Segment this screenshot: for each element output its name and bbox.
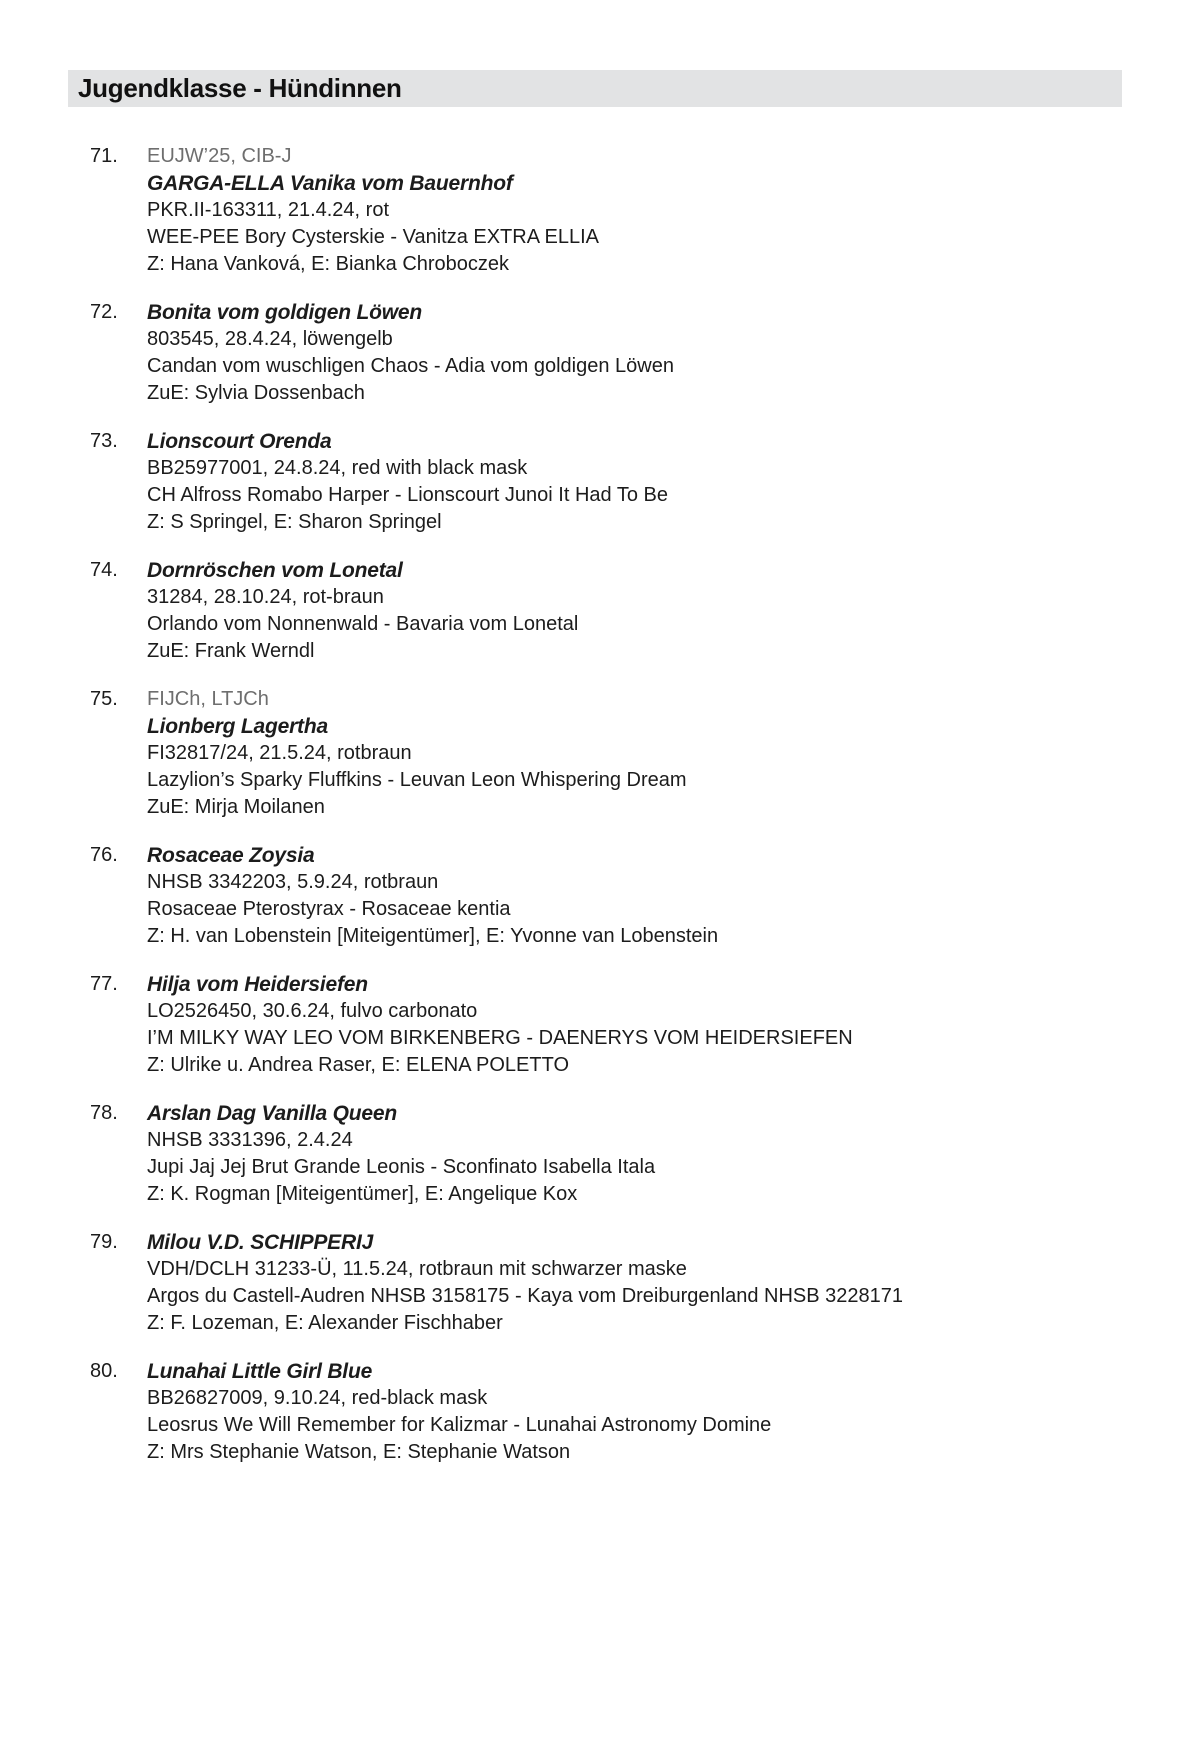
section-header: Jugendklasse - Hündinnen <box>68 70 1122 107</box>
entry-registration-line: LO2526450, 30.6.24, fulvo carbonato <box>147 1000 478 1022</box>
entry-content <box>147 1100 1150 1208</box>
entry-breeder-owner-line: Z: Ulrike u. Andrea Raser, E: ELENA POLETTO <box>147 1054 570 1076</box>
entry-content <box>147 686 1150 821</box>
entry-breeder-owner-line: ZuE: Sylvia Dossenbach <box>147 382 365 404</box>
entry-registration-line: VDH/DCLH 31233-Ü, 11.5.24, rotbraun mit schwarzer maske <box>147 1258 687 1280</box>
catalog-entry <box>90 428 1150 536</box>
catalog-entry <box>90 1229 1150 1337</box>
entry-dog-name: Milou V.D. SCHIPPERIJ <box>147 1231 374 1254</box>
entry-dog-name: Bonita vom goldigen Löwen <box>147 301 422 324</box>
entry-parents-line: Jupi Jaj Jej Brut Grande Leonis - Sconfinato Isabella Itala <box>147 1156 656 1178</box>
entry-parents-line: Candan vom wuschligen Chaos - Adia vom goldigen Löwen <box>147 355 674 377</box>
entry-breeder-owner-line: ZuE: Frank Werndl <box>147 640 315 662</box>
entry-parents-line: Leosrus We Will Remember for Kalizmar - Lunahai Astronomy Domine <box>147 1414 772 1436</box>
catalog-entry <box>90 686 1150 821</box>
entry-parents-line: Argos du Castell-Audren NHSB 3158175 - Kaya vom Dreiburgenland NHSB 3228171 <box>147 1285 903 1307</box>
entry-registration-line: 803545, 28.4.24, löwengelb <box>147 328 393 350</box>
entry-content <box>147 428 1150 536</box>
entry-number: 80. <box>90 1360 118 1382</box>
entry-number: 74. <box>90 559 118 581</box>
catalog-entry <box>90 842 1150 950</box>
entry-dog-name: Lionberg Lagertha <box>147 715 328 738</box>
entry-dog-name: Dornröschen vom Lonetal <box>147 559 403 582</box>
entry-parents-line: Rosaceae Pterostyrax - Rosaceae kentia <box>147 898 511 920</box>
entry-dog-name: GARGA-ELLA Vanika vom Bauernhof <box>147 172 513 195</box>
entry-registration-line: NHSB 3331396, 2.4.24 <box>147 1129 353 1151</box>
entry-number: 79. <box>90 1231 118 1253</box>
entry-registration-line: PKR.II-163311, 21.4.24, rot <box>147 199 390 221</box>
entry-breeder-owner-line: Z: F. Lozeman, E: Alexander Fischhaber <box>147 1312 503 1334</box>
entry-parents-line: CH Alfross Romabo Harper - Lionscourt Junoi It Had To Be <box>147 484 668 506</box>
entry-dog-name: Rosaceae Zoysia <box>147 844 315 867</box>
entry-breeder-owner-line: Z: Hana Vanková, E: Bianka Chroboczek <box>147 253 510 275</box>
entry-parents-line: Lazylion’s Sparky Fluffkins - Leuvan Leon Whispering Dream <box>147 769 687 791</box>
entry-number: 72. <box>90 301 118 323</box>
entry-content <box>147 299 1150 407</box>
entry-parents-line: I’M MILKY WAY LEO VOM BIRKENBERG - DAENERYS VOM HEIDERSIEFEN <box>147 1027 853 1049</box>
entry-number: 76. <box>90 844 118 866</box>
catalog-entry <box>90 143 1150 278</box>
catalog-entry <box>90 299 1150 407</box>
entry-dog-name: Hilja vom Heidersiefen <box>147 973 368 996</box>
entry-champion-titles: EUJW’25, CIB-J <box>147 145 292 167</box>
entry-breeder-owner-line: Z: K. Rogman [Miteigentümer], E: Angelique Kox <box>147 1183 578 1205</box>
entry-content <box>147 143 1150 278</box>
entry-list <box>0 143 1190 1466</box>
catalog-entry <box>90 557 1150 665</box>
entry-dog-name: Lunahai Little Girl Blue <box>147 1360 373 1383</box>
entry-breeder-owner-line: Z: Mrs Stephanie Watson, E: Stephanie Watson <box>147 1441 571 1463</box>
catalog-page <box>0 70 1190 1466</box>
entry-number: 71. <box>90 145 118 167</box>
entry-registration-line: BB25977001, 24.8.24, red with black mask <box>147 457 528 479</box>
entry-content <box>147 1229 1150 1337</box>
entry-parents-line: WEE-PEE Bory Cysterskie - Vanitza EXTRA ELLIA <box>147 226 599 248</box>
entry-breeder-owner-line: Z: S Springel, E: Sharon Springel <box>147 511 442 533</box>
entry-registration-line: NHSB 3342203, 5.9.24, rotbraun <box>147 871 439 893</box>
entry-dog-name: Lionscourt Orenda <box>147 430 332 453</box>
catalog-entry <box>90 1100 1150 1208</box>
entry-content <box>147 1358 1150 1466</box>
entry-breeder-owner-line: ZuE: Mirja Moilanen <box>147 796 325 818</box>
entry-registration-line: 31284, 28.10.24, rot-braun <box>147 586 384 608</box>
entry-champion-titles: FIJCh, LTJCh <box>147 688 269 710</box>
catalog-entry <box>90 971 1150 1079</box>
entry-number: 78. <box>90 1102 118 1124</box>
entry-content <box>147 557 1150 665</box>
entry-number: 73. <box>90 430 118 452</box>
entry-breeder-owner-line: Z: H. van Lobenstein [Miteigentümer], E: Yvonne van Lobenstein <box>147 925 719 947</box>
catalog-entry <box>90 1358 1150 1466</box>
entry-number: 75. <box>90 688 118 710</box>
entry-registration-line: FI32817/24, 21.5.24, rotbraun <box>147 742 412 764</box>
entry-number: 77. <box>90 973 118 995</box>
entry-registration-line: BB26827009, 9.10.24, red-black mask <box>147 1387 488 1409</box>
entry-content <box>147 971 1150 1079</box>
entry-parents-line: Orlando vom Nonnenwald - Bavaria vom Lonetal <box>147 613 579 635</box>
entry-dog-name: Arslan Dag Vanilla Queen <box>147 1102 397 1125</box>
entry-content <box>147 842 1150 950</box>
